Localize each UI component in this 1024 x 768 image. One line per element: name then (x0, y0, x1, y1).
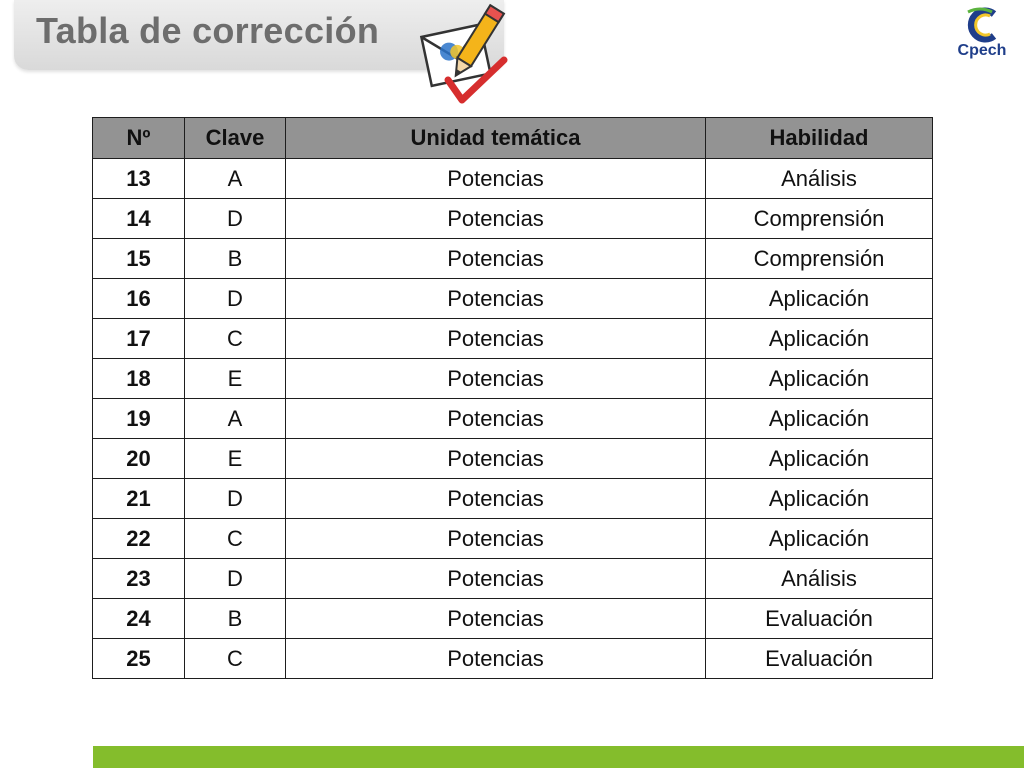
cell-number: 23 (93, 559, 185, 599)
cell-skill: Aplicación (706, 439, 933, 479)
table-row (93, 319, 933, 359)
column-header-unit: Unidad temática (286, 118, 706, 159)
table-row (93, 159, 933, 199)
cell-unit: Potencias (286, 479, 706, 519)
cell-number: 25 (93, 639, 185, 679)
correction-table (92, 117, 933, 679)
cell-unit: Potencias (286, 159, 706, 199)
cell-number: 22 (93, 519, 185, 559)
cell-key: A (185, 159, 286, 199)
table-row (93, 639, 933, 679)
table-row (93, 519, 933, 559)
cell-skill: Análisis (706, 159, 933, 199)
cell-skill: Análisis (706, 559, 933, 599)
cell-skill: Comprensión (706, 199, 933, 239)
cell-key: D (185, 279, 286, 319)
cell-key: D (185, 199, 286, 239)
cell-key: E (185, 359, 286, 399)
cell-key: B (185, 599, 286, 639)
cell-unit: Potencias (286, 239, 706, 279)
cell-key: C (185, 319, 286, 359)
page-title: Tabla de corrección (36, 10, 380, 51)
table-header-row (93, 118, 933, 159)
cell-skill: Aplicación (706, 279, 933, 319)
cell-number: 18 (93, 359, 185, 399)
cell-skill: Evaluación (706, 639, 933, 679)
cpech-logo-icon (950, 4, 1014, 44)
cell-key: D (185, 479, 286, 519)
cell-unit: Potencias (286, 599, 706, 639)
table-row (93, 559, 933, 599)
column-header-number: Nº (93, 118, 185, 159)
cell-number: 15 (93, 239, 185, 279)
table-row (93, 279, 933, 319)
cell-number: 16 (93, 279, 185, 319)
table-row (93, 599, 933, 639)
cell-key: D (185, 559, 286, 599)
cell-key: B (185, 239, 286, 279)
column-header-key: Clave (185, 118, 286, 159)
cell-unit: Potencias (286, 399, 706, 439)
table-row (93, 399, 933, 439)
cell-skill: Comprensión (706, 239, 933, 279)
cell-unit: Potencias (286, 359, 706, 399)
cell-unit: Potencias (286, 279, 706, 319)
cell-unit: Potencias (286, 559, 706, 599)
cell-unit: Potencias (286, 519, 706, 559)
cell-number: 20 (93, 439, 185, 479)
cell-number: 14 (93, 199, 185, 239)
table-row (93, 359, 933, 399)
cell-skill: Aplicación (706, 519, 933, 559)
cell-unit: Potencias (286, 639, 706, 679)
table-row (93, 479, 933, 519)
cell-number: 13 (93, 159, 185, 199)
cell-skill: Aplicación (706, 399, 933, 439)
table-row (93, 439, 933, 479)
cell-number: 21 (93, 479, 185, 519)
logo-text: Cpech (957, 42, 1007, 59)
envelope-pencil-check-icon (418, 0, 510, 110)
cell-key: A (185, 399, 286, 439)
cell-skill: Aplicación (706, 479, 933, 519)
cell-unit: Potencias (286, 319, 706, 359)
column-header-skill: Habilidad (706, 118, 933, 159)
cell-skill: Evaluación (706, 599, 933, 639)
cell-unit: Potencias (286, 199, 706, 239)
table-row (93, 199, 933, 239)
cpech-logo (950, 4, 1014, 64)
cell-number: 17 (93, 319, 185, 359)
cell-key: C (185, 519, 286, 559)
cell-skill: Aplicación (706, 359, 933, 399)
cell-key: C (185, 639, 286, 679)
cell-number: 24 (93, 599, 185, 639)
cell-unit: Potencias (286, 439, 706, 479)
cell-skill: Aplicación (706, 319, 933, 359)
table-row (93, 239, 933, 279)
cell-number: 19 (93, 399, 185, 439)
bottom-accent-bar (93, 746, 1024, 768)
cell-key: E (185, 439, 286, 479)
